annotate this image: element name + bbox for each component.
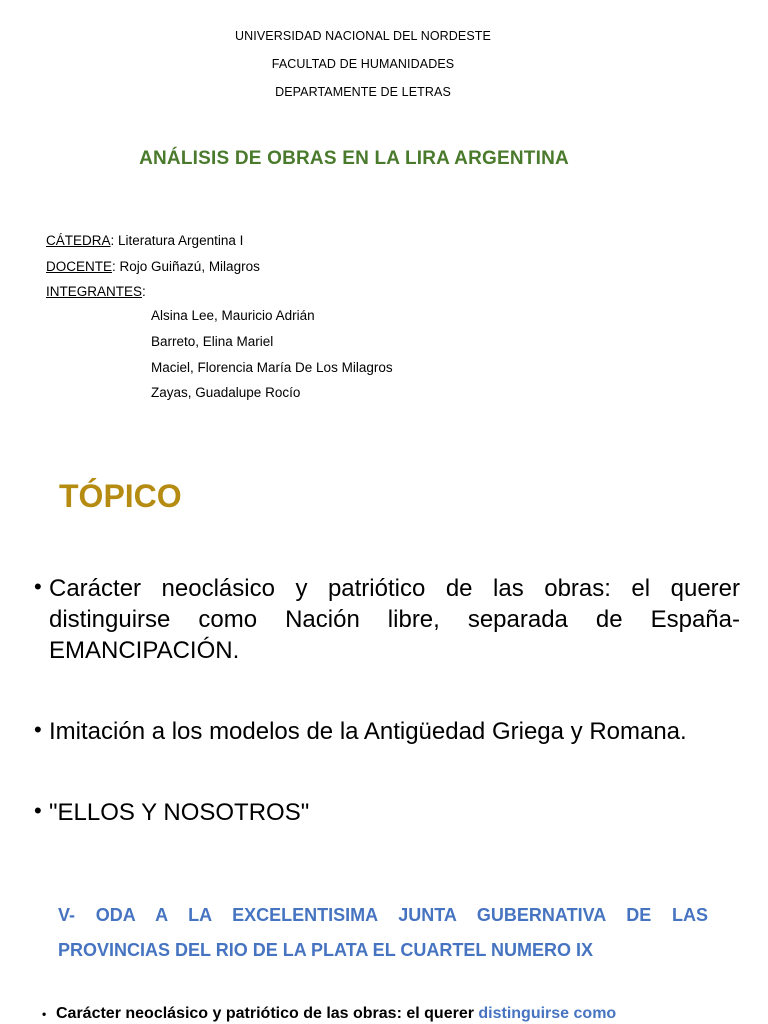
bullet-line: EMANCIPACIÓN. <box>49 637 240 664</box>
catedra-label: CÁTEDRA <box>46 233 111 248</box>
topic-heading: TÓPICO <box>59 478 182 514</box>
section-title-line: V- ODA A LA EXCELENTISIMA JUNTA GUBERNATIVA DE LAS <box>58 905 708 925</box>
section-title-line: PROVINCIAS DEL RIO DE LA PLATA EL CUARTEL NUMERO IX <box>58 940 594 960</box>
topic-bullet <box>34 797 740 828</box>
document-title: ANÁLISIS DE OBRAS EN LA LIRA ARGENTINA <box>139 148 569 169</box>
section-title <box>58 898 708 968</box>
member-item: Alsina Lee, Mauricio Adrián <box>151 308 315 323</box>
docente-row <box>46 258 260 275</box>
section-bullet <box>42 1005 722 1023</box>
bullet-marker: • <box>34 717 42 742</box>
catedra-row <box>46 232 243 249</box>
member-item: Zayas, Guadalupe Rocío <box>151 385 301 400</box>
member-item: Maciel, Florencia María De Los Milagros <box>151 360 393 375</box>
bullet-line: distinguirse como Nación libre, separada de España- <box>49 606 740 633</box>
bullet-marker: • <box>34 798 42 823</box>
section-bullet-text: Carácter neoclásico y patriótico de las obras: el querer <box>56 1005 479 1022</box>
topic-bullet <box>34 716 740 747</box>
university-name: UNIVERSIDAD NACIONAL DEL NORDESTE <box>235 29 491 43</box>
section-bullet-highlight: distinguirse como <box>478 1005 617 1022</box>
bullet-line: Imitación a los modelos de la Antigüedad Griega y Romana. <box>49 718 687 745</box>
integrantes-row <box>46 283 146 300</box>
docente-value: : Rojo Guiñazú, Milagros <box>112 259 260 274</box>
bullet-marker: • <box>42 1007 47 1021</box>
catedra-value: : Literatura Argentina I <box>110 233 244 248</box>
bullet-marker: • <box>34 574 42 599</box>
integrantes-value: : <box>142 284 146 299</box>
bullet-line: "ELLOS Y NOSOTROS" <box>49 799 310 826</box>
bullet-line: Carácter neoclásico y patriótico de las obras: el querer <box>49 575 740 602</box>
topic-bullet <box>34 573 740 666</box>
faculty-name: FACULTAD DE HUMANIDADES <box>271 57 455 71</box>
docente-label: DOCENTE <box>46 259 113 274</box>
member-item: Barreto, Elina Mariel <box>151 334 274 349</box>
integrantes-label: INTEGRANTES <box>46 284 143 299</box>
department-name: DEPARTAMENTE DE LETRAS <box>275 85 451 99</box>
